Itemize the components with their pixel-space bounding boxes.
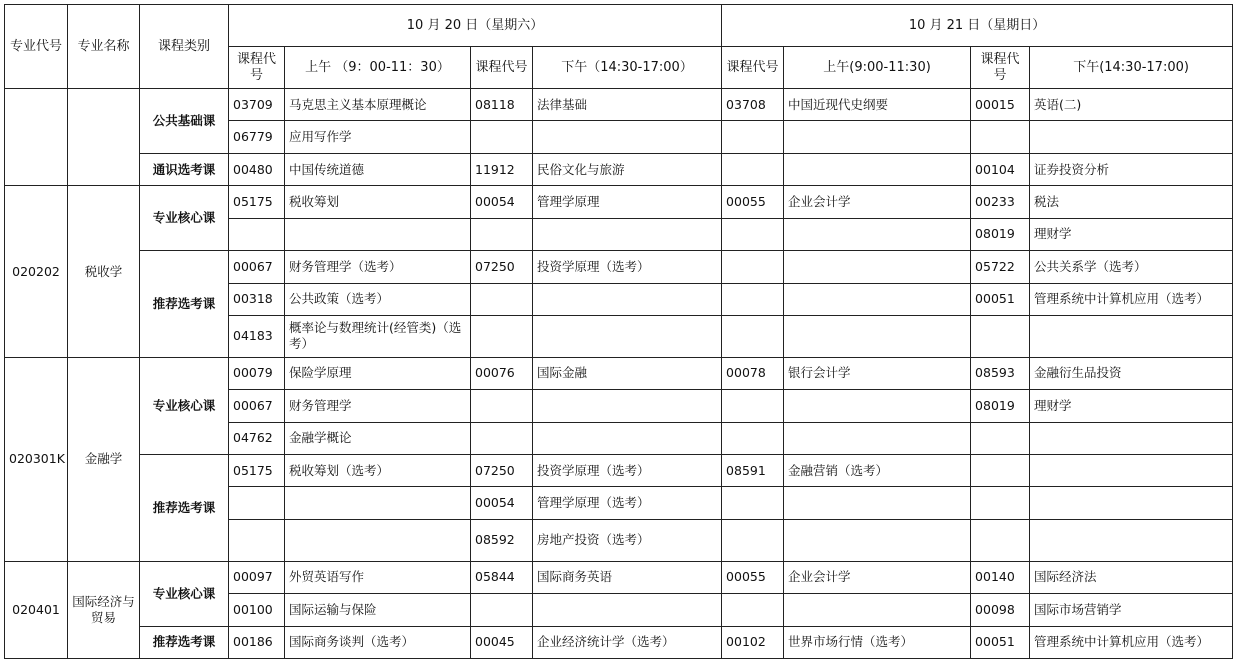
course-code: 07250 bbox=[471, 455, 533, 487]
course-name: 国际商务谈判（选考） bbox=[285, 626, 471, 658]
table-row bbox=[5, 153, 1233, 185]
course-code: 00233 bbox=[971, 186, 1030, 218]
course-code: 04183 bbox=[229, 315, 285, 357]
course-code bbox=[971, 315, 1030, 357]
course-name: 英语(二) bbox=[1030, 89, 1233, 121]
course-code: 00076 bbox=[471, 357, 533, 389]
header-course-code: 课程代号 bbox=[471, 47, 533, 89]
course-category: 推荐选考课 bbox=[140, 626, 229, 658]
course-code: 00100 bbox=[229, 594, 285, 626]
course-code: 00480 bbox=[229, 153, 285, 185]
course-name bbox=[1030, 519, 1233, 561]
course-code bbox=[722, 594, 784, 626]
course-name: 公共政策（选考） bbox=[285, 283, 471, 315]
course-name: 中国传统道德 bbox=[285, 153, 471, 185]
course-code: 00186 bbox=[229, 626, 285, 658]
course-name bbox=[784, 218, 971, 250]
course-code: 08019 bbox=[971, 390, 1030, 422]
major-name-cell: 金融学 bbox=[68, 357, 140, 561]
header-major-name: 专业名称 bbox=[68, 5, 140, 89]
course-name bbox=[533, 422, 722, 454]
course-name bbox=[1030, 487, 1233, 519]
course-category: 公共基础课 bbox=[140, 89, 229, 154]
course-code: 00097 bbox=[229, 561, 285, 593]
major-code-cell: 020301K bbox=[5, 357, 68, 561]
course-code: 05844 bbox=[471, 561, 533, 593]
course-code: 08118 bbox=[471, 89, 533, 121]
course-name: 应用写作学 bbox=[285, 121, 471, 153]
course-code: 00078 bbox=[722, 357, 784, 389]
course-name: 保险学原理 bbox=[285, 357, 471, 389]
course-name: 法律基础 bbox=[533, 89, 722, 121]
header-course-code: 课程代号 bbox=[971, 47, 1030, 89]
course-code bbox=[722, 283, 784, 315]
major-name-cell: 税收学 bbox=[68, 186, 140, 358]
course-name: 财务管理学（选考） bbox=[285, 251, 471, 283]
course-code: 00067 bbox=[229, 251, 285, 283]
course-code bbox=[229, 519, 285, 561]
course-name bbox=[1030, 315, 1233, 357]
header-day1-pm: 下午（14:30-17:00） bbox=[533, 47, 722, 89]
course-name: 银行会计学 bbox=[784, 357, 971, 389]
course-name: 投资学原理（选考） bbox=[533, 251, 722, 283]
course-name: 国际市场营销学 bbox=[1030, 594, 1233, 626]
course-name bbox=[1030, 422, 1233, 454]
course-code bbox=[971, 121, 1030, 153]
course-code bbox=[471, 218, 533, 250]
course-code: 03709 bbox=[229, 89, 285, 121]
course-code: 05175 bbox=[229, 455, 285, 487]
course-name bbox=[784, 422, 971, 454]
course-name bbox=[784, 487, 971, 519]
course-code: 08019 bbox=[971, 218, 1030, 250]
course-name: 税收筹划 bbox=[285, 186, 471, 218]
header-day1: 10 月 20 日（星期六） bbox=[229, 5, 722, 47]
course-code: 05722 bbox=[971, 251, 1030, 283]
course-code: 00079 bbox=[229, 357, 285, 389]
course-category: 推荐选考课 bbox=[140, 455, 229, 562]
course-name bbox=[533, 594, 722, 626]
course-code: 00051 bbox=[971, 626, 1030, 658]
course-code bbox=[971, 519, 1030, 561]
course-name: 企业会计学 bbox=[784, 186, 971, 218]
course-name: 房地产投资（选考） bbox=[533, 519, 722, 561]
course-code bbox=[722, 251, 784, 283]
course-name: 财务管理学 bbox=[285, 390, 471, 422]
course-code bbox=[722, 390, 784, 422]
course-name: 理财学 bbox=[1030, 218, 1233, 250]
course-code: 04762 bbox=[229, 422, 285, 454]
course-name: 金融衍生品投资 bbox=[1030, 357, 1233, 389]
major-name-cell bbox=[68, 89, 140, 186]
table-row bbox=[5, 455, 1233, 487]
course-name bbox=[784, 121, 971, 153]
course-code bbox=[971, 487, 1030, 519]
exam-schedule-table bbox=[4, 4, 1233, 659]
course-code bbox=[471, 121, 533, 153]
course-name: 公共关系学（选考） bbox=[1030, 251, 1233, 283]
course-name: 投资学原理（选考） bbox=[533, 455, 722, 487]
course-code bbox=[722, 315, 784, 357]
course-name bbox=[1030, 121, 1233, 153]
course-name: 管理学原理（选考） bbox=[533, 487, 722, 519]
course-name bbox=[533, 218, 722, 250]
table-row bbox=[5, 251, 1233, 283]
course-code: 00102 bbox=[722, 626, 784, 658]
course-name: 管理系统中计算机应用（选考） bbox=[1030, 626, 1233, 658]
major-name-cell: 国际经济与贸易 bbox=[68, 561, 140, 658]
course-code: 00055 bbox=[722, 561, 784, 593]
table-row bbox=[5, 626, 1233, 658]
header-day2-am: 上午(9:00-11:30) bbox=[784, 47, 971, 89]
course-name bbox=[784, 153, 971, 185]
course-code: 00055 bbox=[722, 186, 784, 218]
course-code bbox=[971, 422, 1030, 454]
course-code: 00098 bbox=[971, 594, 1030, 626]
header-day2: 10 月 21 日（星期日） bbox=[722, 5, 1233, 47]
course-name: 中国近现代史纲要 bbox=[784, 89, 971, 121]
course-code: 08592 bbox=[471, 519, 533, 561]
table-row bbox=[5, 561, 1233, 593]
course-code bbox=[471, 594, 533, 626]
course-name bbox=[533, 390, 722, 422]
course-name bbox=[533, 283, 722, 315]
course-category: 通识选考课 bbox=[140, 153, 229, 185]
course-name: 世界市场行情（选考） bbox=[784, 626, 971, 658]
course-name: 马克思主义基本原理概论 bbox=[285, 89, 471, 121]
course-name bbox=[784, 519, 971, 561]
course-code: 03708 bbox=[722, 89, 784, 121]
course-name bbox=[784, 283, 971, 315]
course-name bbox=[285, 519, 471, 561]
course-code: 00104 bbox=[971, 153, 1030, 185]
header-major-code: 专业代号 bbox=[5, 5, 68, 89]
course-category: 专业核心课 bbox=[140, 186, 229, 251]
major-code-cell bbox=[5, 89, 68, 186]
course-category: 专业核心课 bbox=[140, 357, 229, 454]
course-code: 08591 bbox=[722, 455, 784, 487]
course-name: 外贸英语写作 bbox=[285, 561, 471, 593]
course-code: 00054 bbox=[471, 487, 533, 519]
course-code bbox=[229, 487, 285, 519]
course-name: 企业经济统计学（选考） bbox=[533, 626, 722, 658]
course-code: 07250 bbox=[471, 251, 533, 283]
course-code: 05175 bbox=[229, 186, 285, 218]
course-code bbox=[471, 422, 533, 454]
course-name: 税法 bbox=[1030, 186, 1233, 218]
course-code: 00140 bbox=[971, 561, 1030, 593]
course-code: 11912 bbox=[471, 153, 533, 185]
course-name bbox=[533, 121, 722, 153]
course-code: 00015 bbox=[971, 89, 1030, 121]
course-code: 08593 bbox=[971, 357, 1030, 389]
course-name bbox=[784, 315, 971, 357]
course-code bbox=[471, 283, 533, 315]
table-row bbox=[5, 357, 1233, 389]
header-course-code: 课程代号 bbox=[229, 47, 285, 89]
course-code: 00067 bbox=[229, 390, 285, 422]
course-name: 管理系统中计算机应用（选考） bbox=[1030, 283, 1233, 315]
course-code: 00051 bbox=[971, 283, 1030, 315]
table-row bbox=[5, 186, 1233, 218]
table-row bbox=[5, 89, 1233, 121]
course-name: 国际运输与保险 bbox=[285, 594, 471, 626]
course-name bbox=[784, 390, 971, 422]
course-name: 国际金融 bbox=[533, 357, 722, 389]
course-code bbox=[971, 455, 1030, 487]
header-course-type: 课程类别 bbox=[140, 5, 229, 89]
course-code: 00054 bbox=[471, 186, 533, 218]
course-name: 金融营销（选考） bbox=[784, 455, 971, 487]
course-name bbox=[533, 315, 722, 357]
course-name: 金融学概论 bbox=[285, 422, 471, 454]
course-name: 国际经济法 bbox=[1030, 561, 1233, 593]
course-code bbox=[471, 390, 533, 422]
course-code bbox=[722, 487, 784, 519]
course-code bbox=[722, 121, 784, 153]
course-name: 证券投资分析 bbox=[1030, 153, 1233, 185]
course-code: 06779 bbox=[229, 121, 285, 153]
course-code bbox=[471, 315, 533, 357]
course-code: 00045 bbox=[471, 626, 533, 658]
course-name: 税收筹划（选考） bbox=[285, 455, 471, 487]
course-code: 00318 bbox=[229, 283, 285, 315]
course-name: 国际商务英语 bbox=[533, 561, 722, 593]
major-code-cell: 020401 bbox=[5, 561, 68, 658]
course-code bbox=[722, 218, 784, 250]
course-name bbox=[285, 218, 471, 250]
major-code-cell: 020202 bbox=[5, 186, 68, 358]
course-name: 民俗文化与旅游 bbox=[533, 153, 722, 185]
course-code bbox=[722, 422, 784, 454]
course-code bbox=[229, 218, 285, 250]
course-name: 企业会计学 bbox=[784, 561, 971, 593]
course-name: 概率论与数理统计(经管类)（选考） bbox=[285, 315, 471, 357]
header-course-code: 课程代号 bbox=[722, 47, 784, 89]
course-name: 理财学 bbox=[1030, 390, 1233, 422]
course-category: 专业核心课 bbox=[140, 561, 229, 626]
course-code bbox=[722, 519, 784, 561]
course-name: 管理学原理 bbox=[533, 186, 722, 218]
header-day1-am: 上午 （9：00-11：30） bbox=[285, 47, 471, 89]
header-day2-pm: 下午(14:30-17:00) bbox=[1030, 47, 1233, 89]
course-code bbox=[722, 153, 784, 185]
course-name bbox=[285, 487, 471, 519]
course-category: 推荐选考课 bbox=[140, 251, 229, 358]
course-name bbox=[1030, 455, 1233, 487]
course-name bbox=[784, 251, 971, 283]
course-name bbox=[784, 594, 971, 626]
